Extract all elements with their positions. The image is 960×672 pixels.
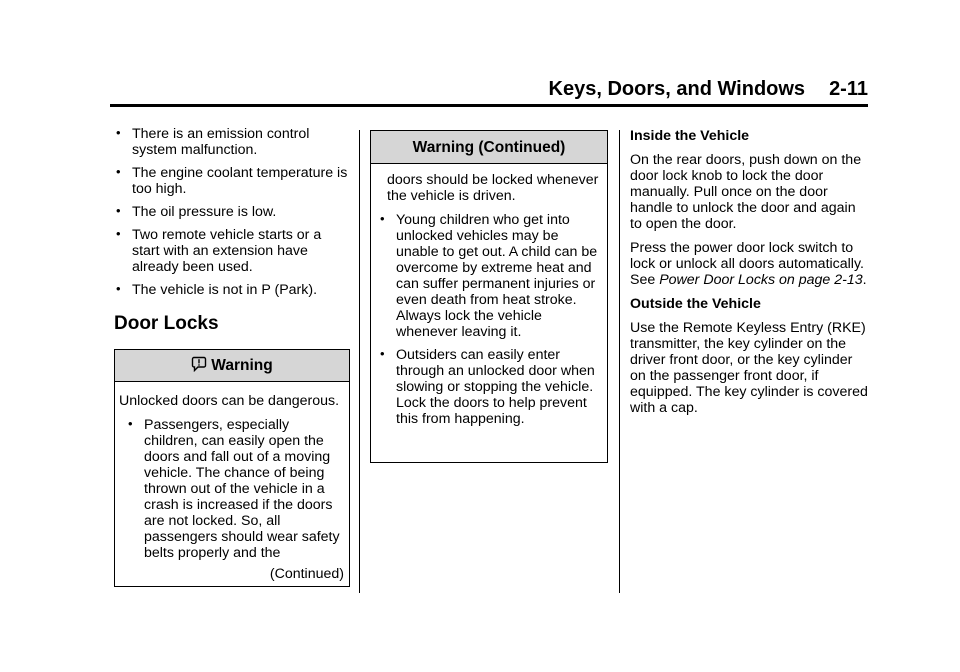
- section-title: Door Locks: [114, 313, 219, 334]
- continued-label: (Continued): [269, 566, 344, 582]
- warning-continued-box: [370, 130, 608, 463]
- paragraph: On the rear doors, push down on the door lock knob to lock the door manually. Pull once on the door handle to unlock the door and again to open the door.: [630, 152, 862, 232]
- paragraph: Use the Remote Keyless Entry (RKE) transmitter, the key cylinder on the driver front door, or the key cylinder on the passenger front door, if equipped. The key cylinder is covered with a cap.: [630, 320, 868, 416]
- warning-icon: [191, 356, 207, 372]
- outside-vehicle-heading: Outside the Vehicle: [630, 296, 761, 312]
- warning-body: [371, 164, 607, 440]
- header-rule: [110, 104, 868, 107]
- inside-vehicle-heading: Inside the Vehicle: [630, 128, 750, 144]
- page-number: 2-11: [829, 78, 868, 100]
- warning-box: [114, 349, 350, 587]
- list-item: • The vehicle is not in P (Park).: [114, 282, 350, 298]
- list-item: • Passengers, especially children, can easily open the doors and fall out of a moving vehicle. The chance of being thrown out of the vehicle in a crash is increased if the doors are not locked. So, all passengers should wear safety belts properly and the: [126, 417, 344, 561]
- warning-header: Warning (Continued): [371, 131, 607, 164]
- list-item: • There is an emission control system malfunction.: [114, 126, 350, 158]
- column-3: [630, 128, 870, 424]
- warning-continuation: doors should be locked whenever the vehicle is driven.: [387, 172, 599, 204]
- list-item: • Outsiders can easily enter through an unlocked door when slowing or stopping the vehicle. Lock the doors to help prevent this from happening.: [378, 347, 601, 427]
- chapter-title: Keys, Doors, and Windows: [548, 78, 806, 100]
- warning-body: [115, 382, 349, 586]
- warning-intro: Unlocked doors can be dangerous.: [119, 393, 340, 409]
- list-item: • Young children who get into unlocked vehicles may be unable to get out. A child can be overcome by extreme heat and can suffer permanent injuries or even death from heat stroke. Always lock the vehicle whenever leaving it.: [378, 212, 601, 340]
- column-2: [370, 130, 608, 463]
- paragraph: Press the power door lock switch to lock or unlock all doors automatically. See Power Door Locks on page 2-13.: [630, 240, 867, 288]
- column-divider: [619, 130, 620, 593]
- column-1: [114, 126, 350, 587]
- warning-title: Warning: [211, 357, 273, 374]
- list-item: • The oil pressure is low.: [114, 204, 350, 220]
- list-item: • Two remote vehicle starts or a start with an extension have already been used.: [114, 227, 350, 275]
- cross-reference: Power Door Locks on page 2-13: [659, 272, 863, 288]
- column-divider: [359, 130, 360, 593]
- condition-list: [114, 126, 350, 298]
- list-item: • The engine coolant temperature is too high.: [114, 165, 350, 197]
- warning-header: [115, 350, 349, 382]
